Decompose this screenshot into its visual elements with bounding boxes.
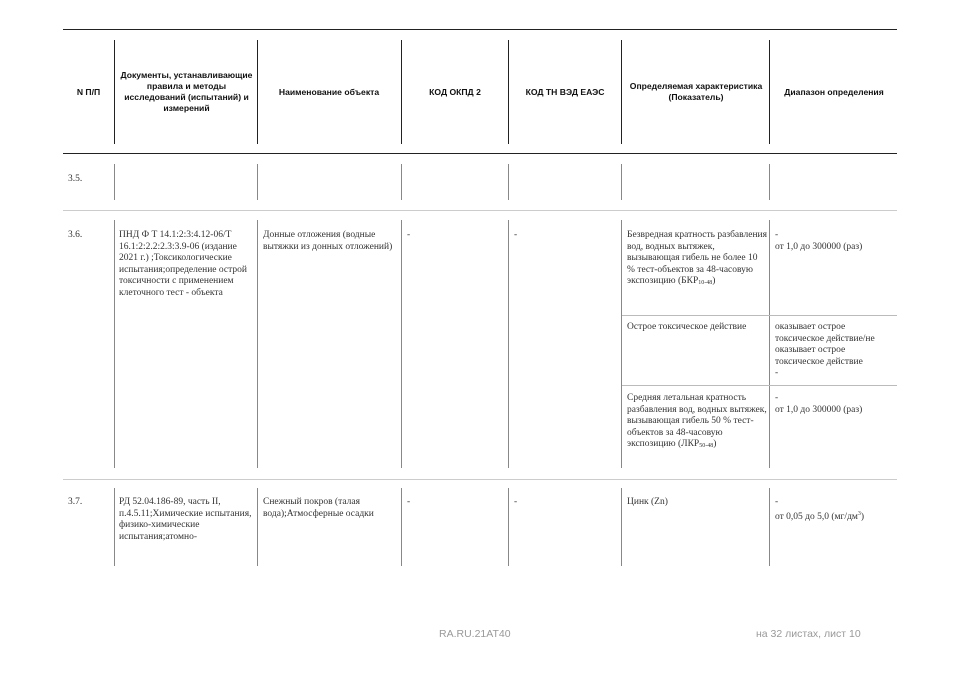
cell-divider [508,164,509,200]
characteristic-text: Безвредная кратность разбавления вод, водных вытяжек, вызывающая гибель не более 10 % тест-объектов за 48-часовую экспозицию (БКР [627,230,768,286]
row-separator [63,479,897,480]
cell-divider [401,164,402,200]
characteristic-close: ) [712,276,716,286]
cell-divider [401,488,402,566]
range-value [775,393,897,416]
object-name: Снежный покров (талая вода);Атмосферные осадки [263,497,374,519]
characteristic-subscript: 50-48 [699,443,714,449]
cell-divider [114,220,115,468]
header-object: Наименование объекта [278,86,380,97]
header-docs: Документы, устанавливающие правила и методы исследований (испытаний) и измерений [120,70,253,113]
header-divider [621,40,622,144]
table-top-border [63,29,897,30]
sub-row-separator [622,385,897,386]
range-text: от 1,0 до 300000 (раз) [775,404,863,415]
cell-divider [257,220,258,468]
characteristic-subscript: 10-48 [698,280,713,286]
cell-divider [257,164,258,200]
range-dash: - [775,393,779,403]
cell-divider [114,164,115,200]
cell-divider [769,164,770,200]
row-number: 3.6. [68,230,83,240]
cell-divider [114,488,115,566]
cell-divider [401,220,402,468]
cell-divider [508,220,509,468]
header-tnved: КОД ТН ВЭД ЕАЭС [525,86,605,97]
range-value [775,230,897,253]
range-close: ) [860,511,865,522]
range-text: оказывает острое токсическое действие/не оказывает острое токсическое действие [775,322,875,367]
range-superscript: 3 [857,510,861,517]
document-reference: ПНД Ф Т 14.1:2:3:4.12-06/Т 16.1:2:2.2:2.3:3.9-06 (издание 2021 г.) ;Токсикологические испытания;определение острой токсичности с применением клеточного тест - объекта [119,230,247,298]
header-characteristic: Определяемая характеристика (Показатель) [629,81,763,102]
characteristic-name [627,393,767,453]
tnved-code: - [514,497,518,507]
characteristic-close: ) [713,439,717,449]
range-dash: - [775,497,779,507]
okpd-code: - [407,230,411,240]
cell-divider [621,220,622,468]
range-value [775,497,897,523]
footer-code: RA.RU.21АТ40 [439,628,511,640]
range-dash: - [775,368,779,378]
row-separator [63,210,897,211]
document-reference: РД 52.04.186-89, часть II, п.4.5.11;Химические испытания, физико-химические испытания;атомно- [119,497,252,542]
header-num: N П/П [76,86,101,97]
header-divider [114,40,115,144]
cell-divider [769,488,770,566]
cell-divider [621,488,622,566]
range-text: от 0,05 до 5,0 (мг/дм [775,511,858,522]
footer-pages: на 32 листах, лист 10 [756,628,861,640]
cell-divider [621,164,622,200]
header-divider [508,40,509,144]
range-dash: - [775,230,779,240]
header-divider [769,40,770,144]
range-value [775,322,895,380]
characteristic-name: Цинк (Zn) [627,497,668,507]
characteristic-name: Острое токсическое действие [627,322,747,332]
header-divider [257,40,258,144]
header-range: Диапазон определения [784,86,884,97]
object-name: Донные отложения (водные вытяжки из донных отложений) [263,230,393,252]
cell-divider [508,488,509,566]
row-number: 3.7. [68,497,83,507]
header-bottom-border [63,153,897,154]
range-text: от 1,0 до 300000 (раз) [775,241,863,252]
tnved-code: - [514,230,518,240]
characteristic-name [627,230,767,290]
row-number: 3.5. [68,174,83,184]
characteristic-text: Средняя летальная кратность разбавления вод, водных вытяжек, вызывающая гибель 50 % тест-объектов за 48-часовую экспозицию (ЛКР [627,393,767,449]
sub-row-separator [622,315,897,316]
header-okpd: КОД ОКПД 2 [429,86,481,97]
okpd-code: - [407,497,411,507]
cell-divider [257,488,258,566]
cell-divider [769,220,770,468]
header-divider [401,40,402,144]
